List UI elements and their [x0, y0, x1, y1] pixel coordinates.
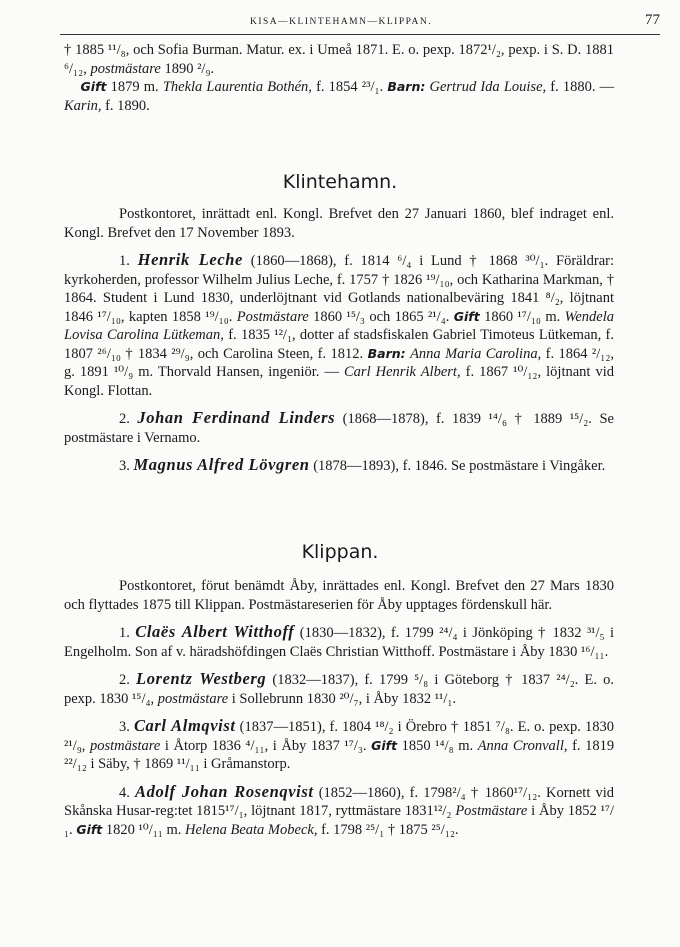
- entry-text: i Sollebrunn 1830 ²⁰/₇, i Åby 1832 ¹¹/₁.: [231, 690, 457, 707]
- entry-number: 1.: [119, 625, 130, 641]
- kisa-continuation: [64, 41, 614, 115]
- section-heading-klippan: Klippan.: [301, 541, 379, 563]
- barn-label: Barn:: [387, 79, 426, 94]
- kisa-line: † 1885 ¹¹/₈, och Sofia Burman. Matur. ex. i Umeå 1871. E. o. pexp. 1872¹/₂,: [64, 42, 505, 58]
- entry-name: Magnus Alfred Lövgren: [133, 455, 310, 474]
- entry-henrik-leche: [64, 251, 614, 400]
- entry-text: (1860—1868), f. 1814 ⁶/₄ i Lund † 1868 ³⁰/₁. Föräldrar: kyrkoherden, professor Wilhelm Julius Leche, f. 1757 † 1826 ¹⁹/₁₀, och Katharina Markman, † 1864. Student i Lund 1830, underlöjtnant vid Gotlands nationalbeväring 1841 ⁸/₂, löjtnant 1846 ¹⁷/₁₀, kapten 1858 ¹⁹/₁₀.: [64, 253, 615, 325]
- child-name: Anna Maria Carolina,: [410, 345, 542, 362]
- section-heading-klintehamn: Klintehamn.: [282, 171, 398, 193]
- entry-name: Adolf Johan Rosenqvist: [135, 781, 314, 801]
- entry-title: postmästare: [89, 737, 161, 754]
- entry-name: Johan Ferdinand Linders: [137, 408, 336, 427]
- page-number: 77: [645, 12, 660, 28]
- barn-label: Barn:: [367, 345, 406, 361]
- running-title: KISA—KLINTEHAMN—KLIPPAN.: [250, 17, 433, 27]
- klintehamn-section: [64, 205, 614, 476]
- spouse-name: Helena Beata Mobeck,: [184, 821, 318, 838]
- entry-text: (1868—1878), f. 1839 ¹⁴/₆ † 1889 ¹⁵/₂. Se postmästare i Vernamo.: [64, 411, 614, 446]
- entry-number: 3.: [119, 719, 130, 735]
- child-name: Karin,: [64, 97, 102, 114]
- entry-text: 1860 ¹⁵/₃ och 1865 ²¹/₄.: [313, 308, 450, 325]
- entry-name: Lorentz Westberg: [136, 669, 267, 688]
- gift-label: Gift: [371, 737, 398, 753]
- child-name: Louise,: [503, 79, 547, 95]
- entry-text: i Åby 1852 ¹⁷/₁.: [64, 803, 615, 838]
- entry-text: 1860 ¹⁷/₁₀ m.: [484, 308, 561, 325]
- entry-text: 1820 ¹⁰/₁₁ m.: [105, 821, 182, 838]
- kisa-text: f. 1890.: [105, 97, 150, 114]
- entry-text: f. 1867 ¹⁰/₁₂, löjtnant vid Kongl. Flottan.: [64, 364, 615, 399]
- spouse-name: Thekla Laurentia Bothén,: [162, 79, 312, 95]
- entry-text: f. 1798 ²⁵/₁ † 1875 ²⁵/₁₂.: [321, 821, 459, 838]
- entry-name: Carl Almqvist: [133, 716, 236, 735]
- klintehamn-intro: Postkontoret, inrättadt enl. Kongl. Brefvet den 27 Januari 1860, blef indraget enl. Kongl. Brefvet den 17 November 1893.: [64, 206, 614, 241]
- entry-number: 2.: [119, 411, 130, 427]
- entry-title: postmästare: [157, 690, 229, 707]
- gift-label: Gift: [76, 821, 103, 837]
- klippan-intro: Postkontoret, förut benämdt Åby, inrättades enl. Kongl. Brefvet den 27 Mars 1830 och flyttades 1875 till Klippan. Postmästareserien för Åby upptages fördenskull här.: [64, 578, 614, 613]
- entry-johan-linders: [64, 409, 614, 447]
- kisa-text: 1879 m.: [110, 79, 159, 95]
- entry-claes-witthoff: [64, 623, 614, 661]
- entry-number: 1.: [119, 253, 130, 269]
- kisa-text: f. 1854 ²³/₁.: [316, 79, 384, 95]
- entry-text: (1830—1832), f. 1799 ²⁴/₄ i Jönköping † 1832 ³¹/₅ i Engelholm. Son af v. häradshöfdingen Claës Christian Witthoff. Postmästare i Åby 1830 ¹⁶/₁₁.: [64, 625, 615, 660]
- entry-title: Postmästare: [236, 308, 309, 325]
- entry-text: i Åtorp 1836 ⁴/₁₁, i Åby 1837 ¹⁷/₃.: [164, 737, 367, 754]
- entry-magnus-lovgren: [64, 456, 614, 476]
- entry-name: Claës Albert Witthoff: [135, 622, 295, 641]
- entry-name: Henrik Leche: [137, 250, 243, 269]
- child-name: Carl Henrik Albert,: [344, 364, 461, 380]
- entry-adolf-rosenqvist: [64, 783, 614, 840]
- entry-number: 4.: [119, 784, 130, 801]
- running-header: [60, 14, 660, 35]
- kisa-paragraph: [64, 41, 614, 115]
- entry-text: f. 1835 ¹²/₁, dotter af stadsfiskalen Gabriel Timoteus Lütkeman, f. 1807 ²⁶/₁₀ † 1834 ²⁹/₉, och Carolina Steen, f. 1812.: [64, 327, 615, 362]
- spouse-name: Anna Cronvall,: [477, 737, 568, 754]
- entry-text: f. 1819 ²²/₁₂ i Säby, † 1869 ¹¹/₁₁ i Gråmanstorp.: [64, 737, 615, 772]
- kisa-text: f. 1880. —: [550, 79, 615, 95]
- entry-lorentz-westberg: [64, 670, 614, 708]
- child-name: Gertrud Ida: [429, 79, 500, 95]
- entry-text: f. 1864 ²/₁₂, g. 1891 ¹⁰/₉ m. Thorvald Hansen, ingeniör. —: [64, 345, 615, 380]
- entry-text: (1832—1837), f. 1799 ⁵/₈ i Göteborg † 1837 ²⁴/₂. E. o. pexp. 1830 ¹⁵/₄,: [64, 672, 615, 707]
- entry-carl-almqvist: [64, 717, 614, 774]
- kisa-date: 1890 ²/₉.: [164, 60, 215, 77]
- entry-number: 2.: [119, 672, 130, 688]
- gift-label: Gift: [80, 79, 107, 94]
- entry-text: (1837—1851), f. 1804 ¹⁸/₂ i Örebro † 1851 ⁷/₈. E. o. pexp. 1830 ²¹/₉,: [64, 719, 615, 754]
- entry-text: (1878—1893), f. 1846. Se postmästare i Vingåker.: [313, 458, 606, 474]
- klippan-section: [64, 577, 614, 839]
- entry-text: 1850 ¹⁴/₈ m.: [401, 737, 474, 754]
- spouse-name: Wendela Lovisa Carolina Lütkeman,: [64, 308, 614, 343]
- gift-label: Gift: [453, 308, 480, 324]
- kisa-title: postmästare: [90, 60, 161, 77]
- entry-number: 3.: [119, 458, 130, 474]
- entry-title: Postmästare: [455, 803, 528, 819]
- entry-text: (1852—1860), f. 1798²/₄ † 1860¹⁷/₁₂. Kornett vid Skånska Husar-reg:tet 1815¹⁷/₁, löjtnant 1817, ryttmästare 1831¹²/₂: [64, 784, 615, 819]
- kisa-text: pexp. i S. D. 1881 ⁶/₁₂,: [64, 42, 615, 77]
